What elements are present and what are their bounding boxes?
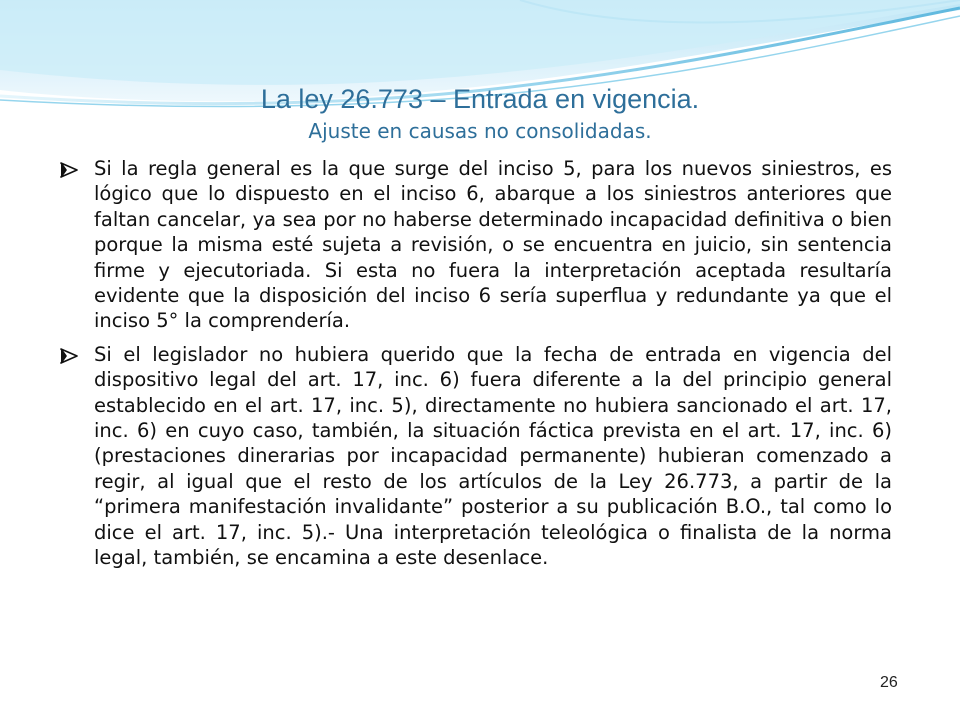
slide-title: La ley 26.773 – Entrada en vigencia. [260,84,700,114]
slide-subtitle: Ajuste en causas no consolidadas. [308,119,652,143]
slide-body [60,156,892,579]
bullet-text: Si el legislador no hubiera querido que la fecha de entrada en vigencia del dispositivo legal del art. 17, inc. 6) fuera diferente a la del principio general establecido en el art. 17, inc. 5), directamente no hubiera sancionado el art. 17, inc. 6) en cuyo caso, también, la situación fáctica prevista en el art. 17, inc. 6) (prestaciones dinerarias por incapacidad permanente) hubieran comenzado a regir, al igual que el resto de los artículos de la Ley 26.773, a partir de la “primera manifestación invalidante” posterior a su publicación B.O., tal como lo dice el art. 17, inc. 5).- Una interpretación teleológica o finalista de la norma legal, también, se encamina a este desenlace. [94,342,892,570]
bullet-item [60,342,892,571]
arrow-bullet-icon [60,162,78,178]
bullet-text: Si la regla general es la que surge del inciso 5, para los nuevos siniestros, es lógico que lo dispuesto en el inciso 6, abarque a los siniestros anteriores que faltan cancelar, ya sea por no haberse determinado incapacidad definitiva o bien porque la misma esté sujeta a revisión, o se encuentra en juicio, sin sentencia firme y ejecutoriada. Si esta no fuera la interpretación aceptada resultaría evidente que la disposición del inciso 6 sería superflua y redundante ya que el inciso 5° la comprendería. [94,157,892,333]
page-number: 26 [880,674,898,691]
bullet-item [60,156,892,334]
arrow-bullet-icon [60,348,78,364]
